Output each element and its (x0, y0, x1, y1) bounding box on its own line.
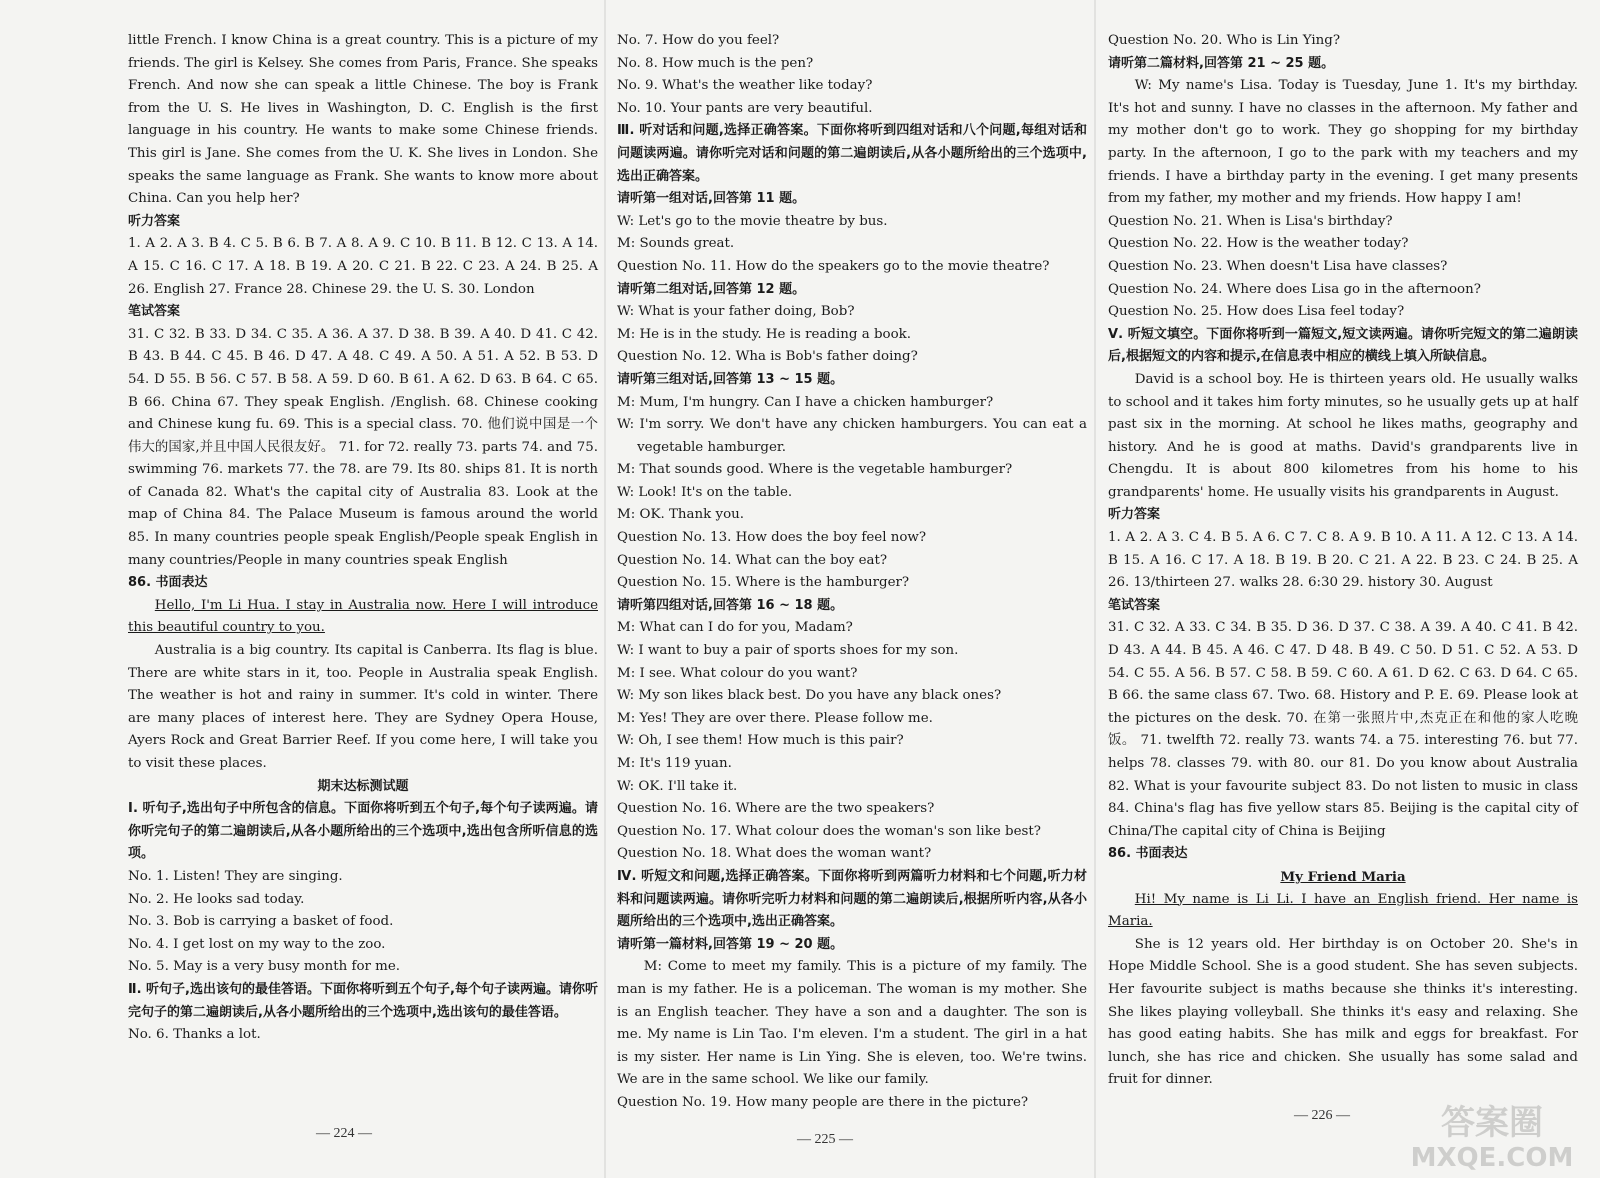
col2-paragraph: No. 10. Your pants are very beautiful. (617, 100, 873, 116)
col3-paragraph: 请听第二篇材料,回答第 21 ~ 25 题。 (1108, 55, 1335, 71)
col2-paragraph: No. 8. How much is the pen? (617, 55, 814, 71)
col2-paragraph: W: Let's go to the movie theatre by bus. (617, 213, 888, 229)
col1-paragraph: Ⅰ. 听句子,选出句子中所包含的信息。下面你将听到五个句子,每个句子读两遍。请你听完句子的第二遍朗读后,从各小题所给出的三个选项中,选出包含所听信息的选项。 (128, 801, 598, 862)
col2-paragraph: Question No. 13. How does the boy feel now? (617, 530, 927, 546)
page-number-225: — 225 — (797, 1132, 853, 1147)
col3-paragraph: 31. C 32. A 33. C 34. B 35. D 36. D 37. C 38. A 39. A 40. C 41. B 42. D 43. A 44. B 45. A 46. C 47. D 48. B 49. C 50. D 51. C 52. A 53. D 54. C 55. A 56. B 57. C 58. B 59. C 60. A 61. D 62. C 63. D 64. C 65. B 66. the same class 67. Two. 68. History and P. E. 69. Please look at the pictures on the desk. 70. 在第一张照片中,杰克正在和他的家人吃晚饭。 71. twelfth 72. really 73. wants 74. a 75. interesting 76. but 77. helps 78. classes 79. with 80. our 81. Do you know about Australia 82. What is your favourite subject 83. Do not listen to music in class 84. China's flag has five yellow stars 85. Beijing is the capital city of China/The capital city of China is Beijing (1108, 620, 1578, 839)
col2-paragraph: Question No. 15. Where is the hamburger? (617, 575, 910, 591)
col1-paragraph: Australia is a big country. Its capital is Canberra. Its flag is blue. There are white stars in it, too. People in Australia speak English. The weather is hot and rainy in summer. It's cold in winter. There are many places of interest here. They are Sydney Opera House, Ayers Rock and Great Barrier Reef. If you come here, I will take you to visit these places. (128, 643, 598, 771)
col1-paragraph: 31. C 32. B 33. D 34. C 35. A 36. A 37. D 38. B 39. A 40. D 41. C 42. B 43. B 44. C 45. B 46. D 47. A 48. C 49. A 50. A 51. A 52. B 53. D 54. D 55. B 56. C 57. B 58. A 59. D 60. B 61. A 62. D 63. B 64. C 65. B 66. China 67. They speak English. /English. 68. Chinese cooking and Chinese kung fu. 69. This is a special class. 70. 他们说中国是一个伟大的国家,并且中国人民很友好。 71. for 72. really 73. parts 74. and 75. swimming 76. markets 77. the 78. are 79. Its 80. ships 81. It is north of Canada 82. What's the capital city of Australia 83. Look at the map of China 84. The Palace Museum is famous around the world 85. In many countries people speak English/People speak English in many countries/People in many countries speak English (128, 326, 598, 568)
col2-paragraph: Question No. 12. Wha is Bob's father doing? (617, 349, 918, 365)
col1-paragraph: No. 1. Listen! They are singing. (128, 868, 343, 884)
col2-paragraph: M: Yes! They are over there. Please follow me. (617, 710, 933, 726)
col2-paragraph: Question No. 14. What can the boy eat? (617, 552, 888, 568)
col2-paragraph: 请听第二组对话,回答第 12 题。 (617, 281, 806, 297)
col1-paragraph: No. 3. Bob is carrying a basket of food. (128, 914, 394, 930)
col1-paragraph: 期末达标测试题 (317, 778, 409, 794)
col1-paragraph: 笔试答案 (128, 304, 181, 320)
col3-paragraph: 86. 书面表达 (1108, 846, 1188, 862)
col2-paragraph: W: I'm sorry. We don't have any chicken hamburgers. You can eat a vegetable hamburger. (617, 417, 1087, 455)
page-224-column (128, 30, 598, 1047)
col2-paragraph: No. 9. What's the weather like today? (617, 78, 873, 94)
col2-paragraph: M: OK. Thank you. (617, 507, 745, 523)
watermark-text-cn: 答案圈 (1441, 1103, 1543, 1143)
col2-paragraph: M: Mum, I'm hungry. Can I have a chicken hamburger? (617, 394, 994, 410)
col2-paragraph: Question No. 16. Where are the two speakers? (617, 801, 935, 817)
col2-paragraph: Question No. 19. How many people are there in the picture? (617, 1094, 1029, 1110)
col3-paragraph: 笔试答案 (1108, 597, 1161, 613)
col3-paragraph: W: My name's Lisa. Today is Tuesday, June 1. It's my birthday. It's hot and sunny. I have no classes in the afternoon. My father and my mother don't go to work. They go shopping for my birthday party. In the afternoon, I go to the park with my teachers and my friends. I have a birthday party in the evening. I get many presents from my father, my mother and my friends. How happy I am! (1108, 78, 1578, 207)
col2-paragraph: M: Come to meet my family. This is a picture of my family. The man is my father. He is a policeman. The woman is my mother. She is an English teacher. They have a son and a daughter. The son is me. My name is Lin Tao. I'm eleven. I'm a student. The girl in a hat is my sister. Her name is Lin Ying. She is eleven, too. We're twins. We are in the same school. We like our family. (617, 959, 1087, 1088)
col2-paragraph: Question No. 11. How do the speakers go to the movie theatre? (617, 258, 1050, 274)
col3-paragraph: She is 12 years old. Her birthday is on October 20. She's in Hope Middle School. She is a good student. She has seven subjects. Her favourite subject is maths because she thinks it's interesting. She likes playing volleyball. She thinks it's easy and relaxing. She has good eating habits. She has milk and eggs for breakfast. For lunch, she has rice and chicken. She usually has some salad and fruit for dinner. (1108, 936, 1578, 1088)
gutter-left (604, 0, 606, 1178)
col2-paragraph: W: Look! It's on the table. (617, 484, 793, 500)
col2-paragraph: M: Sounds great. (617, 236, 735, 252)
col3-paragraph: David is a school boy. He is thirteen years old. He usually walks to school and it takes him forty minutes, so he usually gets up at half past six in the morning. At school he likes maths, geography and history. And he is good at maths. David's grandparents live in Chengdu. It is about 800 kilometres from his home to his grandparents' home. He usually visits his grandparents in August. (1108, 371, 1578, 500)
col2-paragraph: Question No. 18. What does the woman want? (617, 846, 932, 862)
col2-paragraph: 请听第一组对话,回答第 11 题。 (617, 191, 806, 207)
col2-paragraph: W: My son likes black best. Do you have any black ones? (617, 688, 1002, 704)
col2-paragraph: M: I see. What colour do you want? (617, 665, 858, 681)
col2-paragraph: W: Oh, I see them! How much is this pair? (617, 733, 904, 749)
col2-paragraph: 请听第四组对话,回答第 16 ~ 18 题。 (617, 597, 844, 613)
col3-paragraph: Hi! My name is Li Li. I have an English friend. Her name is Maria. (1108, 891, 1578, 930)
col3-paragraph: Question No. 25. How does Lisa feel today? (1108, 304, 1405, 320)
col2-paragraph: M: That sounds good. Where is the vegetable hamburger? (617, 462, 1013, 478)
col1-paragraph: No. 2. He looks sad today. (128, 891, 305, 907)
col3-paragraph: 听力答案 (1108, 507, 1161, 523)
col2-paragraph: Ⅲ. 听对话和问题,选择正确答案。下面你将听到四组对话和八个问题,每组对话和问题读两遍。请你听完对话和问题的第二遍朗读后,从各小题所给出的三个选项中,选出正确答案。 (617, 123, 1087, 184)
col2-paragraph: Ⅳ. 听短文和问题,选择正确答案。下面你将听到两篇听力材料和七个问题,听力材料和问题读两遍。请你听完听力材料和问题的第二遍朗读后,根据所听内容,从各小题所给出的三个选项中,选出正确答案。 (617, 868, 1087, 930)
page-225-column (617, 30, 1087, 1115)
col3-paragraph: Question No. 23. When doesn't Lisa have classes? (1108, 258, 1448, 274)
col2-paragraph: W: I want to buy a pair of sports shoes for my son. (617, 643, 959, 659)
col2-paragraph: M: He is in the study. He is reading a book. (617, 326, 912, 342)
col2-paragraph: M: It's 119 yuan. (617, 756, 732, 771)
page-number-224: — 224 — (316, 1126, 372, 1141)
col3-paragraph: 1. A 2. A 3. C 4. B 5. A 6. C 7. C 8. A 9. B 10. A 11. A 12. C 13. A 14. B 15. A 16. C 17. A 18. B 19. B 20. C 21. A 22. B 23. C 24. B 25. A 26. 13/thirteen 27. walks 28. 6:30 29. history 30. August (1108, 530, 1578, 591)
watermark-logo (1392, 1094, 1592, 1174)
col2-paragraph: 请听第三组对话,回答第 13 ~ 15 题。 (617, 371, 844, 387)
col2-paragraph: No. 7. How do you feel? (617, 33, 780, 48)
col1-paragraph: 1. A 2. A 3. B 4. C 5. B 6. B 7. A 8. A 9. C 10. B 11. B 12. C 13. A 14. A 15. C 16. C 17. A 18. B 19. A 20. C 21. B 22. C 23. A 24. B 25. A 26. English 27. France 28. Chinese 29. the U. S. 30. London (128, 236, 598, 297)
col2-paragraph: Question No. 17. What colour does the woman's son like best? (617, 823, 1041, 839)
watermark-text-en: MXQE.COM (1410, 1143, 1574, 1173)
gutter-right (1094, 0, 1096, 1178)
col1-paragraph: 86. 书面表达 (128, 575, 208, 591)
col2-paragraph: W: What is your father doing, Bob? (617, 304, 855, 320)
col3-paragraph: Question No. 22. How is the weather today? (1108, 236, 1409, 252)
col3-paragraph: Question No. 24. Where does Lisa go in the afternoon? (1108, 281, 1481, 297)
col1-paragraph: Ⅱ. 听句子,选出该句的最佳答语。下面你将听到五个句子,每个句子读两遍。请你听完句子的第二遍朗读后,从各小题所给出的三个选项中,选出该句的最佳答语。 (128, 981, 598, 1020)
col2-paragraph: M: What can I do for you, Madam? (617, 620, 853, 636)
page-226-column (1108, 30, 1578, 1092)
col2-paragraph: 请听第一篇材料,回答第 19 ~ 20 题。 (617, 936, 844, 952)
col1-paragraph: No. 4. I get lost on my way to the zoo. (128, 936, 386, 952)
col1-paragraph: No. 5. May is a very busy month for me. (128, 959, 401, 975)
col3-paragraph: My Friend Maria (1280, 868, 1406, 885)
col3-paragraph: Question No. 21. When is Lisa's birthday? (1108, 213, 1393, 229)
col1-paragraph: Hello, I'm Li Hua. I stay in Australia now. Here I will introduce this beautiful country to you. (128, 597, 598, 636)
col2-paragraph: W: OK. I'll take it. (617, 778, 738, 794)
page-number-226: — 226 — (1294, 1108, 1350, 1123)
col1-paragraph: little French. I know China is a great country. This is a picture of my friends. The girl is Kelsey. She comes from Paris, France. She speaks French. And now she can speak a little Chinese. The boy is Frank from the U. S. He lives in Washington, D. C. English is the first language in his country. He wants to make some Chinese friends. This girl is Jane. She comes from the U. K. She lives in London. She speaks the same language as Frank. She wants to know more about China. Can you help her? (128, 33, 598, 207)
col1-paragraph: No. 6. Thanks a lot. (128, 1027, 261, 1043)
col3-paragraph: Ⅴ. 听短文填空。下面你将听到一篇短文,短文读两遍。请你听完短文的第二遍朗读后,根据短文的内容和提示,在信息表中相应的横线上填入所缺信息。 (1108, 326, 1578, 365)
col3-paragraph: Question No. 20. Who is Lin Ying? (1108, 33, 1341, 48)
col1-paragraph: 听力答案 (128, 213, 181, 229)
